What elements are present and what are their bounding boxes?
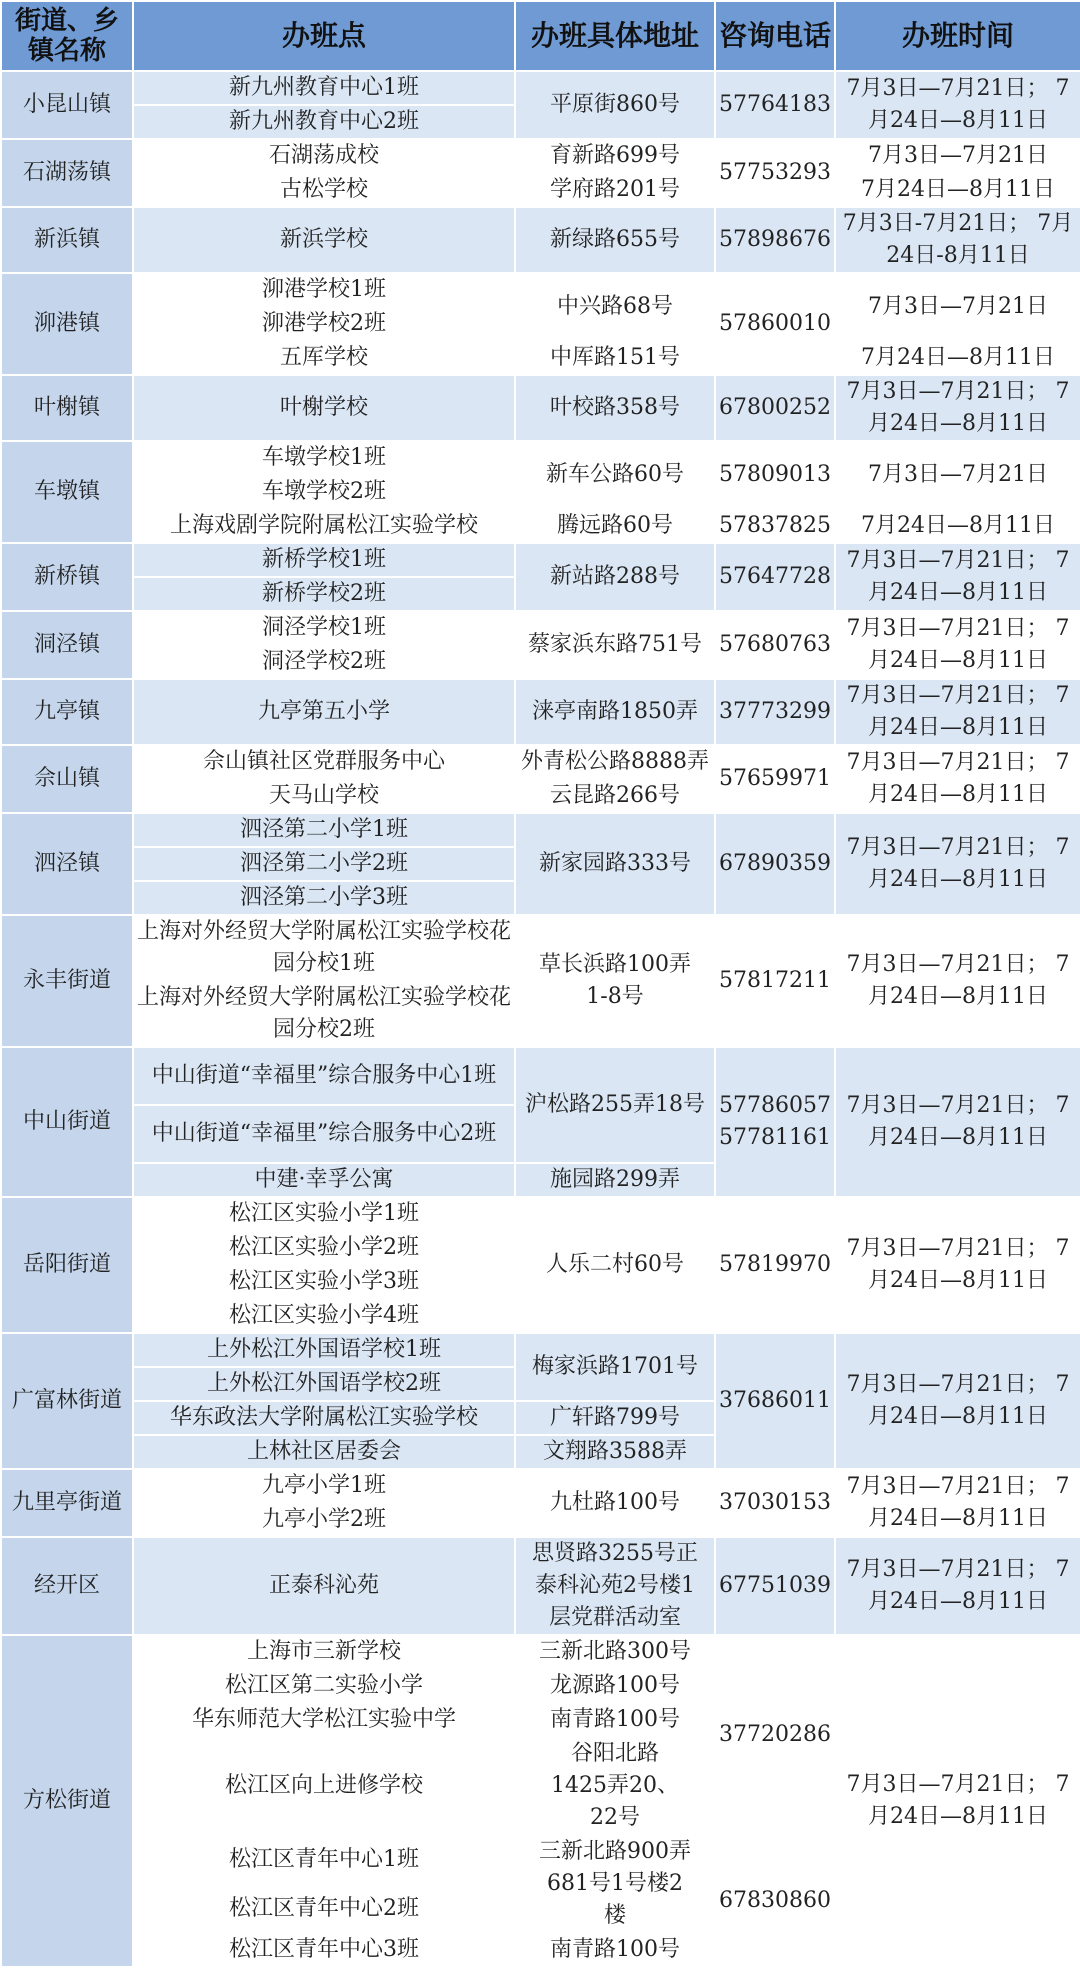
phone-cell: 57860010	[715, 273, 835, 375]
site-cell: 中建·幸孚公寓	[133, 1163, 515, 1197]
site-cell: 新浜学校	[133, 207, 515, 273]
table-row	[1, 1333, 1080, 1469]
address-cell: 育新路699号	[515, 139, 715, 173]
phone-cell: 67890359	[715, 813, 835, 915]
phone-cell: 57680763	[715, 611, 835, 679]
address-cell: 文翔路3588弄	[515, 1435, 715, 1469]
time-cell: 7月3日—7月21日； 7月24日—8月11日	[835, 813, 1080, 915]
site-cell: 松江区青年中心3班	[133, 1933, 515, 1967]
address-cell: 中厍路151号	[515, 341, 715, 375]
time-cell: 7月3日—7月21日； 7月24日—8月11日	[835, 1469, 1080, 1537]
table-row	[1, 139, 1080, 207]
address-cell: 平原街860号	[515, 71, 715, 139]
site-cell: 松江区实验小学2班	[133, 1231, 515, 1265]
phone-cell: 37720286	[715, 1635, 835, 1835]
site-cell: 华东师范大学松江实验中学	[133, 1703, 515, 1737]
site-cell: 松江区青年中心2班	[133, 1884, 515, 1933]
site-cell: 天马山学校	[133, 779, 515, 813]
town-cell: 叶榭镇	[1, 375, 133, 441]
table-row	[1, 611, 1080, 679]
address-cell: 腾远路60号	[515, 509, 715, 543]
site-cell: 松江区青年中心1班	[133, 1835, 515, 1884]
site-cell: 上海市三新学校	[133, 1635, 515, 1669]
time-cell: 7月3日—7月21日； 7月24日—8月11日	[835, 1047, 1080, 1197]
header-time: 办班时间	[835, 1, 1080, 71]
site-cell: 上外松江外国语学校2班	[133, 1367, 515, 1401]
site-cell: 佘山镇社区党群服务中心	[133, 745, 515, 779]
address-cell: 三新北路900弄681号1号楼2楼	[515, 1835, 715, 1933]
site-cell: 泗泾第二小学3班	[133, 881, 515, 915]
table-row	[1, 441, 1080, 543]
address-cell: 学府路201号	[515, 173, 715, 207]
site-cell: 上海戏剧学院附属松江实验学校	[133, 509, 515, 543]
site-cell: 石湖荡成校	[133, 139, 515, 173]
site-cell: 叶榭学校	[133, 375, 515, 441]
town-cell: 九里亭街道	[1, 1469, 133, 1537]
table-row	[1, 375, 1080, 441]
table-row	[1, 207, 1080, 273]
address-cell: 草长浜路100弄1-8号	[515, 915, 715, 1047]
town-cell: 永丰街道	[1, 915, 133, 1047]
time-cell: 7月3日—7月21日； 7月24日—8月11日	[835, 1333, 1080, 1469]
site-cell: 泗泾第二小学2班	[133, 847, 515, 881]
phone-cell: 37686011	[715, 1333, 835, 1469]
table-row	[1, 813, 1080, 915]
time-cell: 7月3日—7月21日； 7月24日—8月11日	[835, 543, 1080, 611]
time-cell: 7月3日-7月21日； 7月24日-8月11日	[835, 207, 1080, 273]
town-cell: 经开区	[1, 1537, 133, 1635]
site-cell: 车墩学校1班	[133, 441, 515, 475]
phone-cell: 57819970	[715, 1197, 835, 1333]
header-town: 街道、乡镇名称	[1, 1, 133, 71]
address-cell: 沪松路255弄18号	[515, 1047, 715, 1163]
table-header	[1, 1, 1080, 71]
time-cell: 7月3日—7月21日； 7月24日—8月11日	[835, 71, 1080, 139]
phone-cell: 57647728	[715, 543, 835, 611]
phone-cell: 67830860	[715, 1835, 835, 1967]
phone-cell: 37030153	[715, 1469, 835, 1537]
site-cell: 洞泾学校1班	[133, 611, 515, 645]
phone-cell: 57764183	[715, 71, 835, 139]
site-cell: 上海对外经贸大学附属松江实验学校花园分校2班	[133, 981, 515, 1047]
address-cell: 广轩路799号	[515, 1401, 715, 1435]
address-cell: 叶校路358号	[515, 375, 715, 441]
time-cell: 7月3日—7月21日； 7月24日—8月11日	[835, 915, 1080, 1047]
address-cell: 龙源路100号	[515, 1669, 715, 1703]
phone-cell: 57659971	[715, 745, 835, 813]
site-cell: 古松学校	[133, 173, 515, 207]
address-cell: 南青路100号	[515, 1933, 715, 1967]
site-cell: 九亭第五小学	[133, 679, 515, 745]
header-site: 办班点	[133, 1, 515, 71]
town-cell: 泗泾镇	[1, 813, 133, 915]
town-cell: 小昆山镇	[1, 71, 133, 139]
site-cell: 松江区实验小学1班	[133, 1197, 515, 1231]
time-cell: 7月3日—7月21日； 7月24日—8月11日	[835, 611, 1080, 679]
site-cell: 松江区实验小学3班	[133, 1265, 515, 1299]
site-cell: 九亭小学2班	[133, 1503, 515, 1537]
site-cell: 新九州教育中心2班	[133, 105, 515, 139]
table-row	[1, 543, 1080, 611]
phone-cell: 57817211	[715, 915, 835, 1047]
table-row	[1, 915, 1080, 1047]
site-cell: 车墩学校2班	[133, 475, 515, 509]
site-cell: 上海对外经贸大学附属松江实验学校花园分校1班	[133, 915, 515, 981]
town-cell: 九亭镇	[1, 679, 133, 745]
site-cell: 松江区实验小学4班	[133, 1299, 515, 1333]
phone-cell: 37773299	[715, 679, 835, 745]
address-cell: 三新北路300号	[515, 1635, 715, 1669]
site-cell: 上林社区居委会	[133, 1435, 515, 1469]
time-cell: 7月3日—7月21日； 7月24日—8月11日	[835, 679, 1080, 745]
table-row	[1, 273, 1080, 375]
table-row	[1, 71, 1080, 139]
time-cell: 7月3日—7月21日	[835, 139, 1080, 173]
phone-cell: 57837825	[715, 509, 835, 543]
phone-cell: 57753293	[715, 139, 835, 207]
phone-cell: 67751039	[715, 1537, 835, 1635]
time-cell: 7月3日—7月21日； 7月24日—8月11日	[835, 745, 1080, 813]
site-cell: 新桥学校1班	[133, 543, 515, 577]
table-row	[1, 745, 1080, 813]
table-row	[1, 1469, 1080, 1537]
town-cell: 泖港镇	[1, 273, 133, 375]
address-cell: 新站路288号	[515, 543, 715, 611]
address-cell: 中兴路68号	[515, 273, 715, 341]
phone-cell: 57786057 57781161	[715, 1047, 835, 1197]
site-cell: 正泰科沁苑	[133, 1537, 515, 1635]
town-cell: 新浜镇	[1, 207, 133, 273]
address-cell: 人乐二村60号	[515, 1197, 715, 1333]
town-cell: 方松街道	[1, 1635, 133, 1967]
address-cell: 蔡家浜东路751号	[515, 611, 715, 679]
time-cell: 7月24日—8月11日	[835, 509, 1080, 543]
town-cell: 中山街道	[1, 1047, 133, 1197]
address-cell: 新车公路60号	[515, 441, 715, 509]
town-cell: 车墩镇	[1, 441, 133, 543]
time-cell: 7月3日—7月21日； 7月24日—8月11日	[835, 1197, 1080, 1333]
table-row	[1, 1537, 1080, 1635]
time-cell: 7月24日—8月11日	[835, 173, 1080, 207]
address-cell: 涞亭南路1850弄	[515, 679, 715, 745]
address-cell: 九杜路100号	[515, 1469, 715, 1537]
site-cell: 松江区向上进修学校	[133, 1737, 515, 1835]
town-cell: 广富林街道	[1, 1333, 133, 1469]
site-cell: 松江区第二实验小学	[133, 1669, 515, 1703]
phone-cell: 67800252	[715, 375, 835, 441]
address-cell: 新绿路655号	[515, 207, 715, 273]
site-cell: 泗泾第二小学1班	[133, 813, 515, 847]
site-cell: 新九州教育中心1班	[133, 71, 515, 105]
site-cell: 中山街道“幸福里”综合服务中心2班	[133, 1105, 515, 1163]
site-cell: 华东政法大学附属松江实验学校	[133, 1401, 515, 1435]
town-cell: 岳阳街道	[1, 1197, 133, 1333]
town-cell: 佘山镇	[1, 745, 133, 813]
site-cell: 泖港学校2班	[133, 307, 515, 341]
phone-cell: 57898676	[715, 207, 835, 273]
phone-cell: 57809013	[715, 441, 835, 509]
time-cell: 7月24日—8月11日	[835, 341, 1080, 375]
address-cell: 思贤路3255号正泰科沁苑2号楼1层党群活动室	[515, 1537, 715, 1635]
site-cell: 洞泾学校2班	[133, 645, 515, 679]
town-cell: 石湖荡镇	[1, 139, 133, 207]
time-cell: 7月3日—7月21日； 7月24日—8月11日	[835, 375, 1080, 441]
table-row	[1, 679, 1080, 745]
time-cell: 7月3日—7月21日； 7月24日—8月11日	[835, 1635, 1080, 1967]
site-cell: 上外松江外国语学校1班	[133, 1333, 515, 1367]
address-cell: 新家园路333号	[515, 813, 715, 915]
table-row	[1, 1197, 1080, 1333]
time-cell: 7月3日—7月21日； 7月24日—8月11日	[835, 1537, 1080, 1635]
town-cell: 新桥镇	[1, 543, 133, 611]
header-phone: 咨询电话	[715, 1, 835, 71]
address-cell: 外青松公路8888弄	[515, 745, 715, 779]
address-cell: 谷阳北路1425弄20、22号	[515, 1737, 715, 1835]
site-cell: 九亭小学1班	[133, 1469, 515, 1503]
table-row	[1, 1635, 1080, 1967]
site-cell: 新桥学校2班	[133, 577, 515, 611]
site-cell: 中山街道“幸福里”综合服务中心1班	[133, 1047, 515, 1105]
address-cell: 南青路100号	[515, 1703, 715, 1737]
time-cell: 7月3日—7月21日	[835, 273, 1080, 341]
town-cell: 洞泾镇	[1, 611, 133, 679]
address-cell: 云昆路266号	[515, 779, 715, 813]
time-cell: 7月3日—7月21日	[835, 441, 1080, 509]
table-row	[1, 1047, 1080, 1197]
address-cell: 施园路299弄	[515, 1163, 715, 1197]
header-address: 办班具体地址	[515, 1, 715, 71]
address-cell: 梅家浜路1701号	[515, 1333, 715, 1401]
site-cell: 泖港学校1班	[133, 273, 515, 307]
site-cell: 五厍学校	[133, 341, 515, 375]
